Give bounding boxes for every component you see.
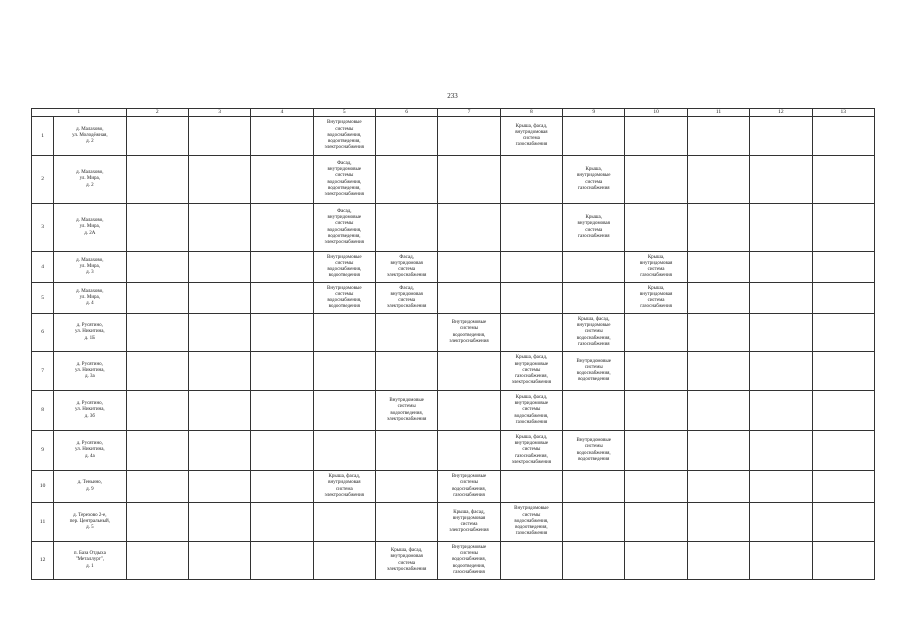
work-cell-col-10 xyxy=(625,352,687,391)
table-row xyxy=(32,503,875,542)
work-cell-col-8: Внутридомовые системы водоснабжения, водоотведения, газоснабжения xyxy=(500,503,562,542)
work-cell-col-11 xyxy=(687,204,749,252)
work-cell-col-12 xyxy=(750,391,812,431)
work-cell-col-6 xyxy=(375,156,437,204)
table-row xyxy=(32,471,875,503)
work-cell-col-13 xyxy=(812,117,875,156)
work-cell-col-5 xyxy=(313,314,375,352)
work-cell-col-4 xyxy=(251,542,313,580)
work-cell-col-6: Фасад, внутридомовая система электроснабжения xyxy=(375,283,437,314)
work-cell-col-5: Фасад, внутридомовые системы водоснабжения, водоотведения, электроснабжения xyxy=(313,204,375,252)
work-cell-col-6 xyxy=(375,204,437,252)
work-cell-col-7: Внутридомовые системы водоснабжения, газоснабжения xyxy=(438,471,500,503)
work-cell-col-6 xyxy=(375,117,437,156)
work-cell-col-7: Внутридомовые системы водоснабжения, водоотведения, газоснабжения xyxy=(438,542,500,580)
work-cell-col-7: Внутридомовые системы водоотведения, электроснабжения xyxy=(438,314,500,352)
column-header-6: 6 xyxy=(375,109,437,117)
work-cell-col-3 xyxy=(188,391,250,431)
table-row xyxy=(32,542,875,580)
work-cell-col-12 xyxy=(750,283,812,314)
work-cell-col-11 xyxy=(687,156,749,204)
work-cell-col-13 xyxy=(812,352,875,391)
row-number: 3 xyxy=(32,204,54,252)
work-cell-col-5 xyxy=(313,431,375,471)
work-cell-col-9: Внутридомовые системы водоснабжения, водоотведения xyxy=(563,431,625,471)
work-cell-col-11 xyxy=(687,391,749,431)
work-cell-col-8: Крыша, фасад, внутридомовые системы газоснабжения, электроснабжения xyxy=(500,352,562,391)
work-cell-col-11 xyxy=(687,283,749,314)
row-number: 5 xyxy=(32,283,54,314)
table-row xyxy=(32,352,875,391)
column-header-11: 11 xyxy=(687,109,749,117)
work-cell-col-4 xyxy=(251,156,313,204)
work-cell-col-8: Крыша, фасад, внутридомовые системы водоснабжения, газоснабжения xyxy=(500,391,562,431)
work-cell-col-8 xyxy=(500,314,562,352)
work-cell-col-13 xyxy=(812,283,875,314)
work-cell-col-11 xyxy=(687,503,749,542)
column-header-4: 4 xyxy=(251,109,313,117)
work-cell-col-12 xyxy=(750,542,812,580)
work-cell-col-5: Крыша, фасад, внутридомовая система электроснабжения xyxy=(313,471,375,503)
work-cell-col-11 xyxy=(687,117,749,156)
work-cell-col-9 xyxy=(563,391,625,431)
row-number: 11 xyxy=(32,503,54,542)
row-address: д. Русятино, ул. Никитина, д. 3б xyxy=(54,391,126,431)
work-cell-col-10: Крыша, внутридомовая система газоснабжения xyxy=(625,252,687,283)
work-cell-col-13 xyxy=(812,471,875,503)
work-cell-col-4 xyxy=(251,117,313,156)
work-cell-col-10 xyxy=(625,156,687,204)
column-header-12: 12 xyxy=(750,109,812,117)
work-cell-col-11 xyxy=(687,252,749,283)
work-cell-col-5 xyxy=(313,391,375,431)
work-cell-col-6 xyxy=(375,314,437,352)
work-cell-col-7 xyxy=(438,204,500,252)
row-address: д. Терехово 2-е, пер. Центральный, д. 5 xyxy=(54,503,126,542)
work-cell-col-4 xyxy=(251,252,313,283)
work-cell-col-3 xyxy=(188,204,250,252)
work-cell-col-7 xyxy=(438,391,500,431)
row-number: 4 xyxy=(32,252,54,283)
work-cell-col-11 xyxy=(687,352,749,391)
work-cell-col-5 xyxy=(313,542,375,580)
work-cell-col-6 xyxy=(375,471,437,503)
work-cell-col-12 xyxy=(750,431,812,471)
work-cell-col-11 xyxy=(687,314,749,352)
work-cell-col-7 xyxy=(438,252,500,283)
column-header-10: 10 xyxy=(625,109,687,117)
row-address: д. Малахово, ул. Мира, д. 2 xyxy=(54,156,126,204)
work-cell-col-12 xyxy=(750,352,812,391)
work-cell-col-9 xyxy=(563,542,625,580)
work-cell-col-13 xyxy=(812,542,875,580)
work-cell-col-6: Фасад, внутридомовая система электроснабжения xyxy=(375,252,437,283)
row-number: 1 xyxy=(32,117,54,156)
work-cell-col-11 xyxy=(687,471,749,503)
table-row xyxy=(32,252,875,283)
work-cell-col-12 xyxy=(750,156,812,204)
work-cell-col-10 xyxy=(625,542,687,580)
work-cell-col-7: Крыша, фасад, внутридомовая система электроснабжения xyxy=(438,503,500,542)
work-cell-col-2 xyxy=(126,204,188,252)
work-cell-col-3 xyxy=(188,117,250,156)
table-body xyxy=(32,117,875,580)
column-header-1: 1 xyxy=(32,109,127,117)
table-row xyxy=(32,283,875,314)
column-header-9: 9 xyxy=(563,109,625,117)
row-address: д. Русятино, ул. Никитина, д. 3а xyxy=(54,352,126,391)
work-cell-col-9: Крыша, внутридомовая система газоснабжения xyxy=(563,204,625,252)
work-cell-col-8 xyxy=(500,283,562,314)
work-cell-col-4 xyxy=(251,503,313,542)
work-cell-col-3 xyxy=(188,431,250,471)
work-cell-col-8 xyxy=(500,156,562,204)
work-cell-col-8 xyxy=(500,542,562,580)
table-row xyxy=(32,156,875,204)
row-number: 8 xyxy=(32,391,54,431)
column-header-3: 3 xyxy=(188,109,250,117)
work-cell-col-13 xyxy=(812,503,875,542)
column-header-7: 7 xyxy=(438,109,500,117)
work-cell-col-2 xyxy=(126,503,188,542)
work-cell-col-10 xyxy=(625,503,687,542)
work-cell-col-13 xyxy=(812,314,875,352)
work-cell-col-10 xyxy=(625,471,687,503)
work-cell-col-3 xyxy=(188,352,250,391)
row-number: 7 xyxy=(32,352,54,391)
row-address: д. Русятино, ул. Никитина, д. 4а xyxy=(54,431,126,471)
work-cell-col-11 xyxy=(687,542,749,580)
work-cell-col-5: Внутридомовые системы водоснабжения, водоотведения xyxy=(313,252,375,283)
column-header-2: 2 xyxy=(126,109,188,117)
work-cell-col-2 xyxy=(126,471,188,503)
work-cell-col-12 xyxy=(750,471,812,503)
work-cell-col-8 xyxy=(500,252,562,283)
work-cell-col-7 xyxy=(438,156,500,204)
work-cell-col-9 xyxy=(563,117,625,156)
work-cell-col-13 xyxy=(812,204,875,252)
row-address: д. Малахово, ул. Молодёжная, д. 2 xyxy=(54,117,126,156)
row-number: 12 xyxy=(32,542,54,580)
work-cell-col-9: Внутридомовые системы водоснабжения, водоотведения xyxy=(563,352,625,391)
work-cell-col-3 xyxy=(188,252,250,283)
column-header-8: 8 xyxy=(500,109,562,117)
row-address: д. Теньино, д. 9 xyxy=(54,471,126,503)
work-cell-col-4 xyxy=(251,283,313,314)
work-cell-col-6 xyxy=(375,352,437,391)
work-cell-col-8 xyxy=(500,204,562,252)
work-cell-col-10 xyxy=(625,117,687,156)
work-cell-col-2 xyxy=(126,156,188,204)
table-row xyxy=(32,391,875,431)
work-cell-col-7 xyxy=(438,431,500,471)
work-cell-col-12 xyxy=(750,503,812,542)
row-number: 2 xyxy=(32,156,54,204)
work-cell-col-6 xyxy=(375,503,437,542)
work-cell-col-12 xyxy=(750,314,812,352)
work-cell-col-13 xyxy=(812,252,875,283)
work-cell-col-2 xyxy=(126,117,188,156)
work-cell-col-3 xyxy=(188,156,250,204)
work-cell-col-13 xyxy=(812,431,875,471)
column-header-5: 5 xyxy=(313,109,375,117)
work-cell-col-5: Внутридомовые системы водоснабжения, водоотведения xyxy=(313,283,375,314)
work-cell-col-9 xyxy=(563,503,625,542)
work-cell-col-12 xyxy=(750,252,812,283)
work-cell-col-5: Внутридомовые системы водоснабжения, водоотведения, электроснабжения xyxy=(313,117,375,156)
work-cell-col-7 xyxy=(438,352,500,391)
work-cell-col-3 xyxy=(188,471,250,503)
page-number: 233 xyxy=(447,92,458,100)
column-header-row xyxy=(32,109,875,117)
work-cell-col-9 xyxy=(563,283,625,314)
work-cell-col-5 xyxy=(313,352,375,391)
schedule-table xyxy=(31,108,875,580)
table-row xyxy=(32,431,875,471)
work-cell-col-9 xyxy=(563,252,625,283)
work-cell-col-3 xyxy=(188,314,250,352)
row-address: д. Малахово, ул. Мира, д. 3 xyxy=(54,252,126,283)
work-cell-col-5 xyxy=(313,503,375,542)
work-cell-col-6: Внутридомовые системы водоотведения, электроснабжения xyxy=(375,391,437,431)
work-cell-col-4 xyxy=(251,471,313,503)
work-cell-col-4 xyxy=(251,314,313,352)
row-number: 10 xyxy=(32,471,54,503)
row-number: 9 xyxy=(32,431,54,471)
work-cell-col-12 xyxy=(750,117,812,156)
row-address: д. Малахово, ул. Мира, д. 4 xyxy=(54,283,126,314)
work-cell-col-4 xyxy=(251,204,313,252)
table-row xyxy=(32,314,875,352)
work-cell-col-4 xyxy=(251,352,313,391)
work-cell-col-7 xyxy=(438,283,500,314)
work-cell-col-2 xyxy=(126,542,188,580)
work-cell-col-8: Крыша, фасад, внутридомовые системы газоснабжения, электроснабжения xyxy=(500,431,562,471)
row-number: 6 xyxy=(32,314,54,352)
work-cell-col-6: Крыша, фасад, внутридомовая система электроснабжения xyxy=(375,542,437,580)
work-cell-col-4 xyxy=(251,431,313,471)
work-cell-col-3 xyxy=(188,542,250,580)
work-cell-col-12 xyxy=(750,204,812,252)
work-cell-col-2 xyxy=(126,391,188,431)
work-cell-col-10 xyxy=(625,391,687,431)
work-cell-col-9: Крыша, фасад, внутридомовые системы водоснабжения, газоснабжения xyxy=(563,314,625,352)
table-row xyxy=(32,204,875,252)
work-cell-col-11 xyxy=(687,431,749,471)
work-cell-col-6 xyxy=(375,431,437,471)
work-cell-col-10 xyxy=(625,431,687,471)
table-row xyxy=(32,117,875,156)
work-cell-col-9: Крыша, внутридомовые система газоснабжения xyxy=(563,156,625,204)
work-cell-col-10 xyxy=(625,314,687,352)
row-address: д. Малахово, ул. Мира, д. 2А xyxy=(54,204,126,252)
work-cell-col-10: Крыша, внутридомовая система газоснабжения xyxy=(625,283,687,314)
work-cell-col-8 xyxy=(500,471,562,503)
work-cell-col-2 xyxy=(126,314,188,352)
work-cell-col-13 xyxy=(812,156,875,204)
work-cell-col-2 xyxy=(126,431,188,471)
work-cell-col-10 xyxy=(625,204,687,252)
work-cell-col-7 xyxy=(438,117,500,156)
work-cell-col-2 xyxy=(126,352,188,391)
work-cell-col-8: Крыша, фасад, внутридомовая система газоснабжения xyxy=(500,117,562,156)
work-cell-col-13 xyxy=(812,391,875,431)
work-cell-col-4 xyxy=(251,391,313,431)
work-cell-col-5: Фасад, внутридомовые системы водоснабжения, водоотведения, электроснабжения xyxy=(313,156,375,204)
row-address: д. Русятино, ул. Никитина, д. 1Б xyxy=(54,314,126,352)
work-cell-col-2 xyxy=(126,252,188,283)
work-cell-col-3 xyxy=(188,503,250,542)
work-cell-col-3 xyxy=(188,283,250,314)
work-cell-col-9 xyxy=(563,471,625,503)
work-cell-col-2 xyxy=(126,283,188,314)
row-address: п. База Отдыха "Металлург", д. 1 xyxy=(54,542,126,580)
column-header-13: 13 xyxy=(812,109,875,117)
